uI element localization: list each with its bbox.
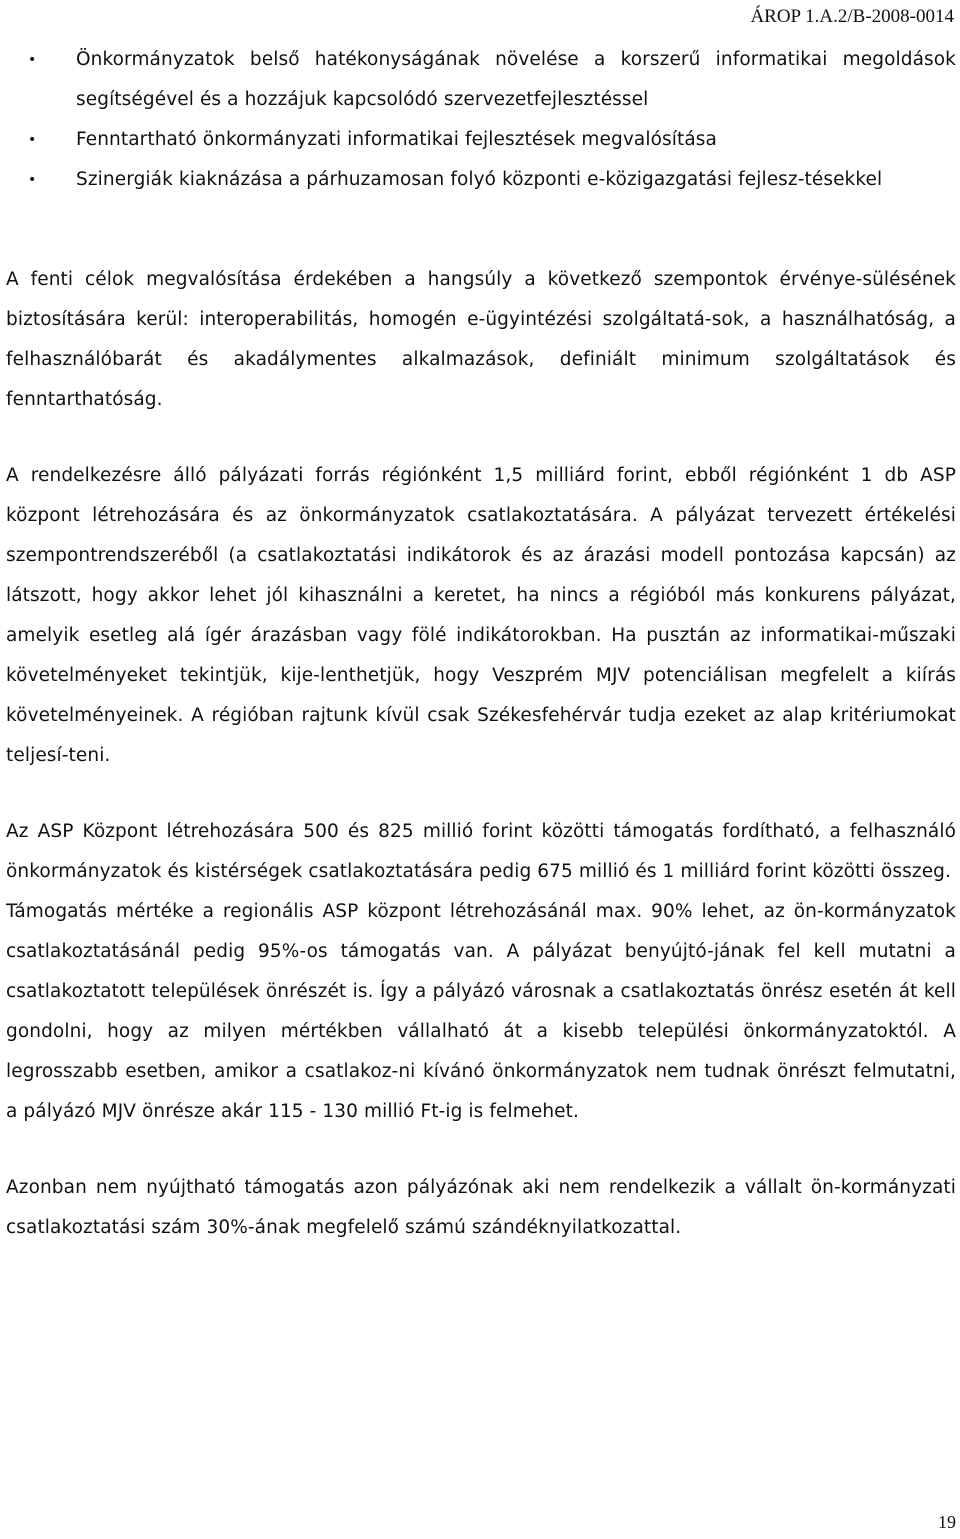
list-item: [6, 120, 956, 160]
list-item: [6, 40, 956, 120]
document-body: [6, 40, 956, 1284]
paragraph-priorities: A fenti célok megvalósítása érdekében a hangsúly a következő szempontok érvénye-sülésének biztosítására kerül: interoperabilitás, homogén e-ügyintézési szolgáltatá-sok, a használhatóság, a felhasználóbarát és akadálymentes alkalmazások, definiált minimum szolgáltatások és fenntarthatóság.: [6, 269, 956, 410]
goals-list: [6, 40, 956, 200]
list-item-text: Szinergiák kiaknázása a párhuzamosan folyó központi e-közigazgatási fejlesz-tésekkel: [76, 169, 883, 190]
paragraph-support-rate: Támogatás mértéke a regionális ASP központ létrehozásánál max. 90% lehet, az ön-kormányzatok csatlakoztatásánál pedig 95%-os támogatás van. A pályázat benyújtó-jának fel kell mutatni a csatlakoztatott települések önrészét is. Így a pályázó városnak a csatlakoztatás önrész esetén át kell gondolni, hogy az milyen mértékben vállalható át a kisebb települési önkormányzatoktól. A legrosszabb esetben, amikor a csatlakoz-ni kívánó önkormányzatok nem tudnak önrészt felmutatni, a pályázó MJV önrésze akár 115 - 130 millió Ft-ig is felmehet.: [6, 901, 956, 1122]
paragraph-support-amount: Az ASP Központ létrehozására 500 és 825 millió forint közötti támogatás fordítható, a felhasználó önkormányzatok és kistérségek csatlakoztatására pedig 675 millió és 1 milliárd forint közötti összeg.: [6, 821, 956, 882]
list-item: [6, 160, 956, 200]
paragraph-eligibility: Azonban nem nyújtható támogatás azon pályázónak aki nem rendelkezik a vállalt ön-kormányzati csatlakoztatási szám 30%-ának megfelelő számú szándéknyilatkozattal.: [6, 1177, 956, 1238]
bullet-icon: •: [28, 132, 37, 148]
list-item-text: Fenntartható önkormányzati informatikai fejlesztések megvalósítása: [76, 129, 717, 150]
bullet-icon: •: [28, 172, 37, 188]
document-code: ÁROP 1.A.2/B-2008-0014: [750, 6, 954, 27]
page-number: 19: [938, 1512, 956, 1532]
list-item-text: Önkormányzatok belső hatékonyságának növelése a korszerű informatikai megoldások segítségével és a hozzájuk kapcsolódó szervezetfejlesztéssel: [76, 49, 956, 110]
bullet-icon: •: [28, 52, 37, 68]
paragraph-funding-source: A rendelkezésre álló pályázati forrás régiónként 1,5 milliárd forint, ebből régiónként 1 db ASP központ létrehozására és az önkormányzatok csatlakoztatására. A pályázat tervezett értékelési szempontrendszeréből (a csatlakoztatási indikátorok és az árazási modell pontozása kapcsán) az látszott, hogy akkor lehet jól kihasználni a keretet, ha nincs a régióból más konkurens pályázat, amelyik esetleg alá ígér árazásban vagy fölé indikátorokban. Ha pusztán az informatikai-műszaki követelményeket tekintjük, kije-lenthetjük, hogy Veszprém MJV potenciálisan megfelelt a kiírás követelményeinek. A régióban rajtunk kívül csak Székesfehérvár tudja ezeket az alap kritériumokat teljesí-teni.: [6, 465, 956, 766]
